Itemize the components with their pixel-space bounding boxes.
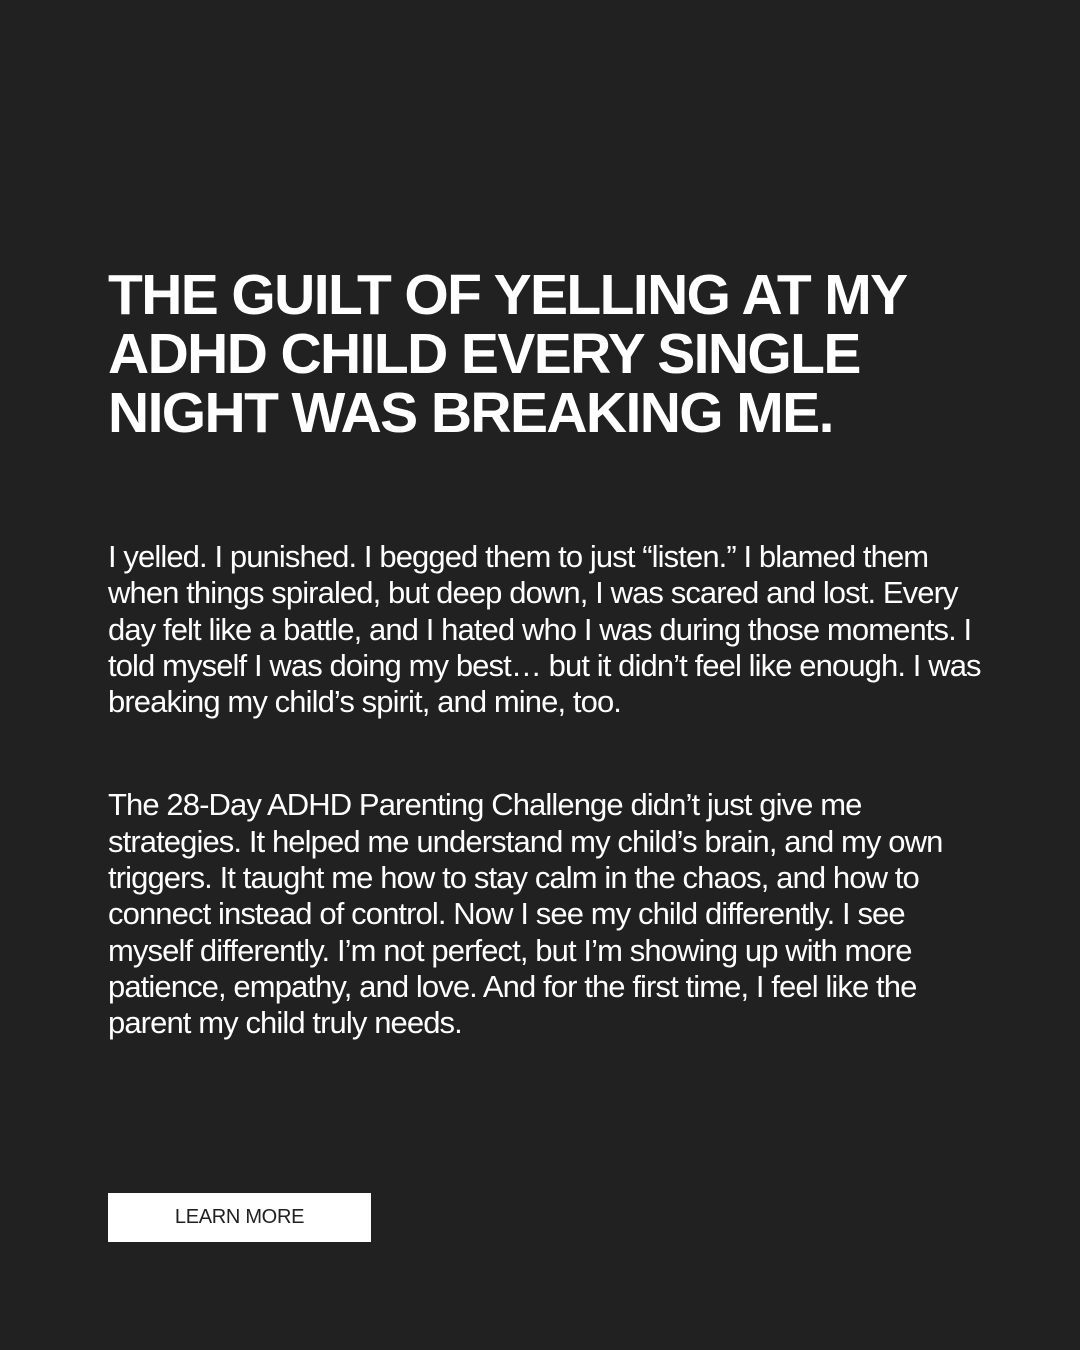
learn-more-button[interactable]: LEARN MORE bbox=[108, 1193, 371, 1242]
story-paragraph-1: I yelled. I punished. I begged them to just “listen.” I blamed them when things spiraled, but deep down, I was scared and lost. Every day felt like a battle, and I hated who I was during those moments. I told myself I was doing my best… but it didn’t feel like enough. I was breaking my child’s spirit, and mine, too. bbox=[108, 539, 981, 720]
headline: THE GUILT OF YELLING AT MY ADHD CHILD EVERY SINGLE NIGHT WAS BREAKING ME. bbox=[108, 263, 906, 445]
story-paragraph-2: The 28-Day ADHD Parenting Challenge didn’t just give me strategies. It helped me understand my child’s brain, and my own triggers. It taught me how to stay calm in the chaos, and how to connect instead of control. Now I see my child differently. I see myself differently. I’m not perfect, but I’m showing up with more patience, empathy, and love. And for the first time, I feel like the parent my child truly needs. bbox=[108, 787, 943, 1041]
post-content bbox=[108, 263, 988, 1042]
